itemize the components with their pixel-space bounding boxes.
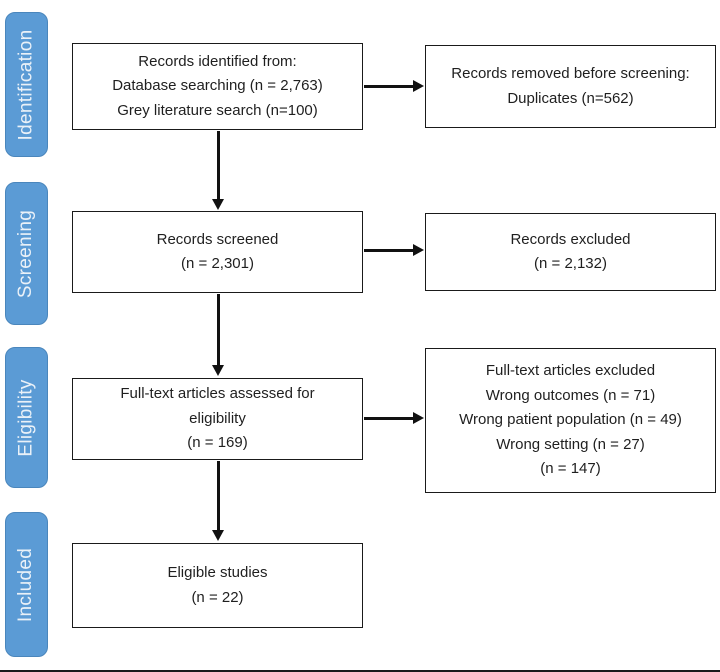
box-records-screened [72, 211, 363, 293]
stage-included [5, 512, 48, 657]
arrow-identified-to-screened [217, 131, 220, 200]
box-fulltext-assessed-line-1: Full-text articles assessed for [120, 385, 315, 403]
arrow-screened-to-fulltext [217, 294, 220, 366]
box-fulltext-excluded-line-3: Wrong patient population (n = 49) [459, 411, 682, 429]
box-records-identified-line-3: Grey literature search (n=100) [117, 101, 318, 119]
box-eligible-studies [72, 543, 363, 628]
stage-included-label: Included [15, 547, 37, 622]
stage-identification-label: Identification [15, 29, 37, 140]
box-records-excluded-line-2: (n = 2,132) [534, 255, 607, 272]
box-fulltext-assessed [72, 378, 363, 460]
stage-eligibility-label: Eligibility [15, 378, 37, 457]
box-eligible-studies-line-1: Eligible studies [167, 564, 268, 581]
box-fulltext-excluded-line-1: Full-text articles excluded [485, 362, 656, 380]
box-records-screened-line-2: (n = 2,301) [181, 255, 254, 272]
box-records-identified-line-1: Records identified from: [138, 52, 297, 70]
stage-screening-label: Screening [15, 209, 37, 298]
box-fulltext-excluded [425, 348, 716, 493]
box-fulltext-excluded-line-2: Wrong outcomes (n = 71) [485, 386, 656, 404]
box-records-identified [72, 43, 363, 130]
arrow-identified-to-removed [364, 85, 414, 88]
box-records-removed-line-2: Duplicates (n=562) [507, 89, 634, 107]
box-records-removed [425, 45, 716, 128]
arrow-screened-to-excluded [364, 249, 414, 252]
arrow-fulltext-to-excluded [364, 417, 414, 420]
arrow-fulltext-to-eligible [217, 461, 220, 531]
box-fulltext-assessed-line-3: (n = 169) [187, 434, 248, 452]
box-records-excluded [425, 213, 716, 291]
box-records-screened-line-1: Records screened [156, 230, 279, 248]
box-records-removed-line-1: Records removed before screening: [451, 65, 690, 82]
box-records-excluded-line-1: Records excluded [510, 230, 631, 248]
stage-screening [5, 182, 48, 325]
stage-identification [5, 12, 48, 157]
stage-eligibility [5, 347, 48, 488]
box-eligible-studies-line-2: (n = 22) [191, 588, 244, 606]
box-records-identified-line-2: Database searching (n = 2,763) [112, 77, 323, 95]
box-fulltext-excluded-line-5: (n = 147) [540, 460, 601, 478]
box-fulltext-excluded-line-4: Wrong setting (n = 27) [496, 435, 645, 453]
box-fulltext-assessed-line-2: eligibility [189, 409, 246, 427]
